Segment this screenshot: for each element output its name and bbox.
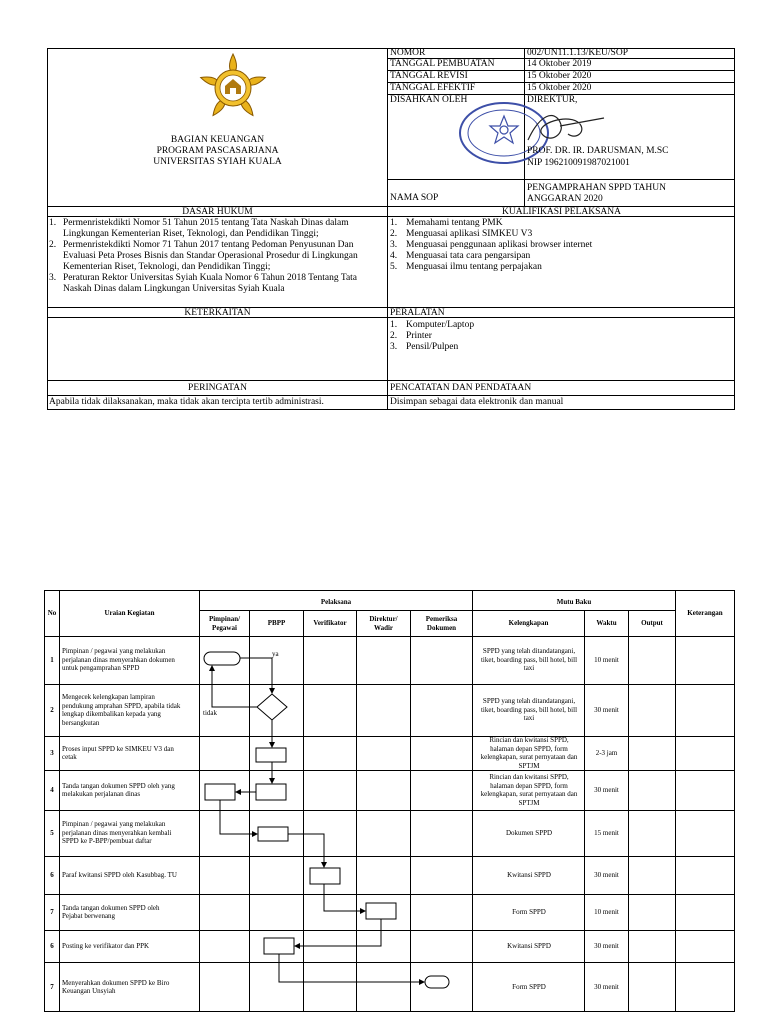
row-kelengkapan-line: Dokumen SPPD	[505, 828, 553, 837]
tgl-efektif-value: 15 Oktober 2020	[527, 83, 592, 93]
header-pelaksana: Pelaksana	[320, 598, 352, 606]
nama-sop-value	[527, 183, 666, 205]
header-verifikator: Verifikator	[313, 619, 347, 627]
header-line: Wadir	[373, 623, 394, 632]
row-uraian-line: melakukan perjalanan dinas	[62, 790, 141, 798]
nomor-label: NOMOR	[390, 48, 426, 58]
row-uraian	[62, 820, 198, 846]
tgl-revisi-value: 15 Oktober 2020	[527, 71, 592, 81]
keterkaitan-title: KETERKAITAN	[184, 308, 251, 318]
row-uraian	[62, 782, 198, 799]
row-uraian-line: untuk pengamprahan SPPD	[62, 664, 140, 673]
header-no: No	[47, 609, 57, 617]
item-line: Permenristekdikti Nomor 51 Tahun 2015 tentang Tata Naskah Dinas dalam	[63, 218, 349, 228]
item-number: 1.	[390, 218, 398, 228]
header-uraian: Uraian Kegiatan	[104, 609, 155, 617]
row-uraian-line: Tanda tangan dokumen SPPD oleh	[62, 903, 160, 912]
row-number: 7	[50, 983, 54, 991]
row-uraian-line: Menyerahkan dokumen SPPD ke Biro	[62, 978, 170, 987]
item-text: Komputer/Laptop	[406, 320, 475, 330]
process-sign-pbpp	[256, 784, 286, 800]
row-uraian-line: Pejabat berwenang	[62, 912, 116, 920]
header-line: Pimpinan/	[208, 615, 241, 623]
kualifikasi-item	[390, 218, 592, 229]
header-line: Dokumen	[426, 623, 457, 632]
item-text: Printer	[406, 331, 432, 341]
item-text: Menguasai ilmu tentang perpajakan	[406, 262, 542, 272]
process-paraf	[310, 868, 340, 884]
tgl-revisi-label: TANGGAL REVISI	[390, 71, 468, 81]
row-number: 1	[50, 656, 54, 664]
org-line: PROGRAM PASCASARJANA	[156, 146, 279, 156]
label-tidak: tidak	[203, 709, 217, 717]
row-uraian	[62, 745, 198, 762]
nama-sop-line: ANGGARAN 2020	[527, 194, 603, 204]
row-number: 2	[50, 706, 54, 714]
row-kelengkapan-line: Kwitansi SPPD	[507, 941, 551, 950]
dasar-hukum-title: DASAR HUKUM	[182, 207, 253, 217]
row-waktu: 15 menit	[594, 829, 619, 837]
row-uraian-line: perjalanan dinas menyerahkan kembali	[62, 828, 172, 837]
row-kelengkapan	[474, 736, 584, 770]
row-kelengkapan-line: halaman depan SPPD, form	[490, 744, 568, 753]
row-waktu: 30 menit	[594, 706, 619, 714]
row-uraian	[62, 904, 198, 921]
row-kelengkapan-line: halaman depan SPPD, form	[490, 781, 568, 790]
row-kelengkapan-line: Form SPPD	[512, 982, 546, 991]
header-mutu-baku: Mutu Baku	[556, 598, 592, 606]
org-line: UNIVERSITAS SYIAH KUALA	[153, 157, 282, 167]
row-waktu: 30 menit	[594, 786, 619, 794]
terminator-end	[425, 976, 449, 988]
row-kelengkapan-line: Rincian dan kwitansi SPPD,	[489, 773, 569, 781]
header-keterangan: Keterangan	[687, 609, 723, 617]
row-uraian-line: Paraf kwitansi SPPD oleh Kasubbag. TU	[62, 870, 177, 879]
row-kelengkapan-line: Rincian dan kwitansi SPPD,	[489, 736, 569, 744]
item-number: 1.	[49, 218, 57, 228]
header-pemeriksa	[411, 615, 472, 632]
peralatan-list	[390, 320, 474, 353]
row-uraian-line: Keuangan Unsyiah	[62, 987, 116, 995]
header-pbpp: PBPP	[267, 619, 286, 627]
row-uraian	[62, 647, 198, 673]
tgl-pembuatan-label: TANGGAL PEMBUATAN	[390, 59, 495, 69]
item-number: 3.	[390, 240, 398, 250]
row-kelengkapan-line: Kwitansi SPPD	[507, 870, 551, 879]
dasar-hukum-item	[49, 218, 387, 240]
row-kelengkapan-line: taxi	[523, 664, 535, 673]
row-uraian-line: perjalanan dinas menyerahkan dokumen	[62, 655, 175, 664]
row-uraian-line: bersangkutan	[62, 718, 100, 727]
item-line: Permenristekdikti Nomor 71 Tahun 2017 tentang Pedoman Penyusunan Dan	[63, 240, 354, 250]
item-number: 2.	[390, 229, 398, 239]
flow-connectors	[212, 658, 424, 982]
row-kelengkapan	[474, 829, 584, 838]
row-waktu: 30 menit	[594, 983, 619, 991]
org-line: BAGIAN KEUANGAN	[170, 135, 265, 145]
row-waktu: 10 menit	[594, 656, 619, 664]
peralatan-item	[390, 331, 474, 342]
row-uraian	[62, 693, 198, 727]
row-kelengkapan	[474, 983, 584, 992]
disahkan-label: DISAHKAN OLEH	[390, 95, 468, 105]
item-number: 5.	[390, 262, 398, 272]
dasar-hukum-list	[49, 218, 387, 295]
peringatan-title: PERINGATAN	[188, 383, 247, 393]
org-name	[48, 135, 387, 168]
process-posting	[264, 938, 294, 954]
row-uraian-line: Mengecek kelengkapan lampiran	[62, 693, 155, 701]
row-number: 5	[50, 829, 54, 837]
item-number: 2.	[390, 331, 398, 341]
item-line: Kementerian Riset, Teknologi, dan Pendidikan Tinggi;	[63, 262, 271, 272]
nomor-value: 002/UN11.1.13/KEU/SOP	[527, 48, 628, 58]
header-waktu: Waktu	[596, 619, 617, 627]
dasar-hukum-item	[49, 273, 387, 295]
kualifikasi-item	[390, 229, 592, 240]
row-kelengkapan-line: tiket, boarding pass, bill hotel, bill	[480, 705, 578, 714]
kualifikasi-list	[390, 218, 592, 273]
decision-diamond	[257, 694, 287, 720]
item-number: 2.	[49, 240, 57, 250]
item-line: Lingkungan Kementerian Riset, Teknologi, dan Pendidikan Tinggi;	[63, 229, 319, 239]
row-kelengkapan-line: SPPD yang telah ditandatangani,	[482, 647, 576, 656]
kualifikasi-title: KUALIFIKASI PELAKSANA	[501, 207, 621, 217]
peringatan-text: Apabila tidak dilaksanakan, maka tidak akan tercipta tertib administrasi.	[49, 397, 324, 407]
nama-sop-line: PENGAMPRAHAN SPPD TAHUN	[527, 183, 666, 193]
header-line: Pemeriksa	[425, 615, 458, 623]
flow-grid	[0, 580, 768, 1020]
row-number: 7	[50, 908, 54, 916]
pencatatan-text: Disimpan sebagai data elektronik dan manual	[390, 397, 564, 407]
row-kelengkapan	[474, 942, 584, 951]
item-number: 3.	[49, 273, 57, 283]
header-line: Pegawai	[212, 623, 237, 632]
row-number: 6	[50, 942, 54, 950]
peralatan-title: PERALATAN	[390, 308, 445, 318]
process-sign-official	[366, 903, 396, 919]
item-text: Pensil/Pulpen	[406, 342, 459, 352]
signer-name: PROF. DR. IR. DARUSMAN, M.SC	[527, 146, 669, 156]
item-number: 4.	[390, 251, 398, 261]
row-uraian-line: lengkap dikembalikan kepada yang	[62, 710, 161, 718]
kualifikasi-item	[390, 240, 592, 251]
row-kelengkapan	[474, 908, 584, 917]
row-number: 4	[50, 786, 54, 794]
row-waktu: 2-3 jam	[595, 749, 618, 757]
row-uraian-line: Tanda tangan dokumen SPPD oleh yang	[62, 781, 175, 790]
process-input	[256, 748, 286, 762]
row-kelengkapan-line: SPPD yang telah ditandatangani,	[482, 697, 576, 706]
row-uraian-line: SPPD ke P-BPP/pembuat daftar	[62, 837, 152, 846]
item-line: Peraturan Rektor Universitas Syiah Kuala Nomor 6 Tahun 2018 Tentang Tata	[63, 273, 358, 283]
row-uraian-line: Posting ke verifikator dan PPK	[62, 941, 150, 950]
item-number: 1.	[390, 320, 398, 330]
signer-nip: NIP 196210091987021001	[527, 158, 630, 168]
process-return	[258, 827, 288, 841]
kualifikasi-item	[390, 251, 592, 262]
header-output: Output	[641, 619, 663, 627]
item-text: Menguasai tata cara pengarsipan	[406, 251, 531, 261]
row-number: 6	[50, 871, 54, 879]
nama-sop-label: NAMA SOP	[390, 193, 439, 203]
terminator-start	[204, 652, 240, 665]
peralatan-item	[390, 320, 474, 331]
row-kelengkapan-line: SPTJM	[518, 798, 540, 807]
header-direktur	[357, 615, 410, 632]
tgl-efektif-label: TANGGAL EFEKTIF	[390, 83, 476, 93]
row-kelengkapan-line: kelengkapan, surat pernyataan dan	[480, 790, 578, 798]
row-waktu: 30 menit	[594, 942, 619, 950]
row-uraian-line: cetak	[62, 753, 77, 761]
pencatatan-title: PENCATATAN DAN PENDATAAN	[390, 383, 532, 393]
disahkan-value: DIREKTUR,	[527, 95, 578, 105]
row-uraian-line: pendukung amprahan SPPD, apabila tidak	[62, 701, 181, 710]
row-uraian	[62, 942, 198, 951]
item-text: Menguasai aplikasi SIMKEU V3	[406, 229, 533, 239]
row-uraian-line: Proses input SPPD ke SIMKEU V3 dan	[62, 744, 174, 753]
row-kelengkapan-line: Form SPPD	[512, 907, 546, 916]
item-number: 3.	[390, 342, 398, 352]
row-kelengkapan	[474, 697, 584, 723]
dasar-hukum-item	[49, 240, 387, 273]
row-kelengkapan	[474, 647, 584, 673]
row-kelengkapan	[474, 773, 584, 807]
process-sign-employee	[205, 784, 235, 800]
row-kelengkapan-line: kelengkapan, surat pernyataan dan	[480, 753, 578, 761]
university-logo	[190, 52, 276, 122]
kualifikasi-item	[390, 262, 592, 273]
item-text: Menguasai penggunaan aplikasi browser internet	[406, 240, 593, 250]
header-pimpinan	[200, 615, 249, 632]
row-uraian	[62, 979, 198, 996]
header-line: Direktur/	[369, 615, 398, 623]
row-kelengkapan-line: SPTJM	[518, 761, 540, 770]
row-waktu: 10 menit	[594, 908, 619, 916]
row-uraian-line: Pimpinan / pegawai yang melakukan	[62, 820, 166, 829]
row-waktu: 30 menit	[594, 871, 619, 879]
item-line: Evaluasi Peta Proses Bisnis dan Standar Operasional Prosedur di Lingkungan	[63, 251, 358, 261]
label-ya: ya	[272, 650, 279, 658]
item-text: Memahami tentang PMK	[406, 218, 503, 228]
row-uraian-line: Pimpinan / pegawai yang melakukan	[62, 647, 166, 656]
item-line: Naskah Dinas dalam Lingkungan Universitas Syiah Kuala	[63, 284, 285, 294]
row-kelengkapan	[474, 871, 584, 880]
peralatan-item	[390, 342, 474, 353]
row-uraian	[62, 871, 198, 880]
row-number: 3	[50, 749, 54, 757]
row-kelengkapan-line: taxi	[523, 714, 535, 723]
row-kelengkapan-line: tiket, boarding pass, bill hotel, bill	[480, 655, 578, 664]
flow-shapes	[204, 652, 449, 988]
tgl-pembuatan-value: 14 Oktober 2019	[527, 59, 592, 69]
header-kelengkapan: Kelengkapan	[508, 619, 549, 627]
